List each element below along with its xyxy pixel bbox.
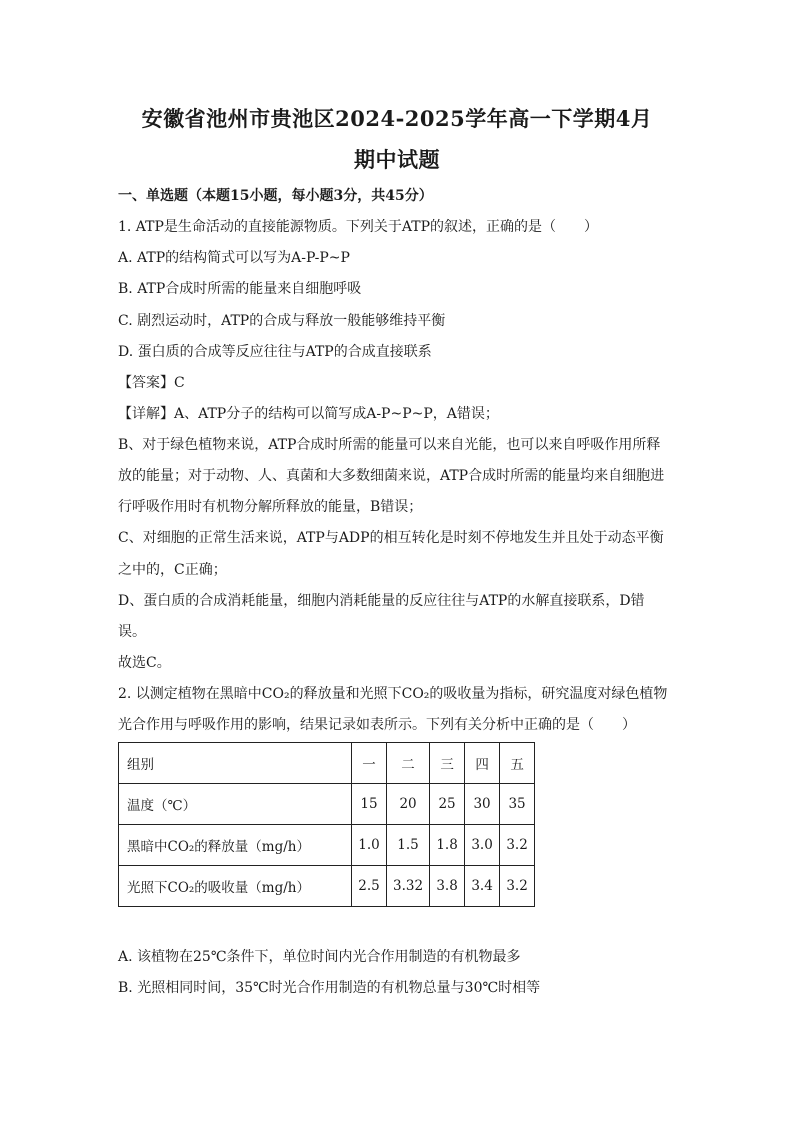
document-title: 安徽省池州市贵池区2024-2025学年高一下学期4月 (141, 106, 653, 131)
question-1-analysis-line: B、对于绿色植物来说，ATP合成时所需的能量可以来自光能，也可以来自呼吸作用所释 (118, 437, 661, 453)
table-header-cell: 组别 (119, 743, 352, 784)
table-header-row (119, 743, 535, 784)
section-heading: 一、单选题（本题15小题，每小题3分，共45分） (118, 188, 433, 204)
question-1-conclusion: 故选C。 (118, 655, 171, 671)
document-subtitle: 期中试题 (354, 147, 440, 172)
question-1-analysis-line: D、蛋白质的合成消耗能量，细胞内消耗能量的反应往往与ATP的水解直接联系，D错 (118, 593, 645, 609)
question-1-option-b: B. ATP合成时所需的能量来自细胞呼吸 (118, 281, 362, 297)
table-row (119, 784, 535, 825)
table-cell: 3.2 (500, 825, 535, 866)
table-header-cell: 一 (352, 743, 387, 784)
table-cell: 2.5 (352, 866, 387, 907)
question-1-analysis-line: C、对细胞的正常生活来说，ATP与ADP的相互转化是时刻不停地发生并且处于动态平衡 (118, 530, 664, 546)
question-2-option-b: B. 光照相同时间，35℃时光合作用制造的有机物总量与30℃时相等 (118, 980, 541, 996)
question-1-option-d: D. 蛋白质的合成等反应往往与ATP的合成直接联系 (118, 344, 432, 360)
table-cell: 3.32 (387, 866, 430, 907)
question-1-option-a: A. ATP的结构简式可以写为A-P-P~P (118, 250, 350, 266)
question-2-stem: 2. 以测定植物在黑暗中CO₂的释放量和光照下CO₂的吸收量为指标，研究温度对绿色植物 (118, 686, 668, 702)
table-cell: 15 (352, 784, 387, 825)
question-1-analysis-line: 行呼吸作用时有机物分解所释放的能量，B错误； (118, 499, 423, 515)
table-cell: 25 (430, 784, 465, 825)
table-cell: 温度（℃） (119, 784, 352, 825)
question-1-analysis-line: 放的能量；对于动物、人、真菌和大多数细菌来说，ATP合成时所需的能量均来自细胞进 (118, 468, 665, 484)
table-cell: 3.2 (500, 866, 535, 907)
table-cell: 20 (387, 784, 430, 825)
table-row (119, 866, 535, 907)
table-header-cell: 三 (430, 743, 465, 784)
question-1-analysis-line: 误。 (118, 624, 146, 640)
table-cell: 3.4 (465, 866, 500, 907)
question-1-answer: 【答案】C (118, 375, 185, 391)
question-1-analysis-line: 之中的，C正确； (118, 562, 227, 578)
data-table (118, 742, 535, 907)
question-1-analysis-line: 【详解】A、ATP分子的结构可以简写成A-P~P~P，A错误； (118, 406, 499, 422)
table-header-cell: 二 (387, 743, 430, 784)
table-cell: 35 (500, 784, 535, 825)
table-cell: 光照下CO₂的吸收量（mg/h） (119, 866, 352, 907)
table-cell: 3.0 (465, 825, 500, 866)
question-2-option-a: A. 该植物在25℃条件下，单位时间内光合作用制造的有机物最多 (118, 949, 521, 965)
question-2-stem: 光合作用与呼吸作用的影响，结果记录如表所示。下列有关分析中正确的是（ ） (118, 717, 636, 733)
table-cell: 黑暗中CO₂的释放量（mg/h） (119, 825, 352, 866)
table-cell: 1.0 (352, 825, 387, 866)
table-row (119, 825, 535, 866)
table-cell: 1.8 (430, 825, 465, 866)
table-header-cell: 五 (500, 743, 535, 784)
table-header-cell: 四 (465, 743, 500, 784)
table-cell: 1.5 (387, 825, 430, 866)
question-1-option-c: C. 剧烈运动时，ATP的合成与释放一般能够维持平衡 (118, 313, 446, 329)
question-1-stem: 1. ATP是生命活动的直接能源物质。下列关于ATP的叙述，正确的是（ ） (118, 219, 599, 235)
table-cell: 30 (465, 784, 500, 825)
table-cell: 3.8 (430, 866, 465, 907)
